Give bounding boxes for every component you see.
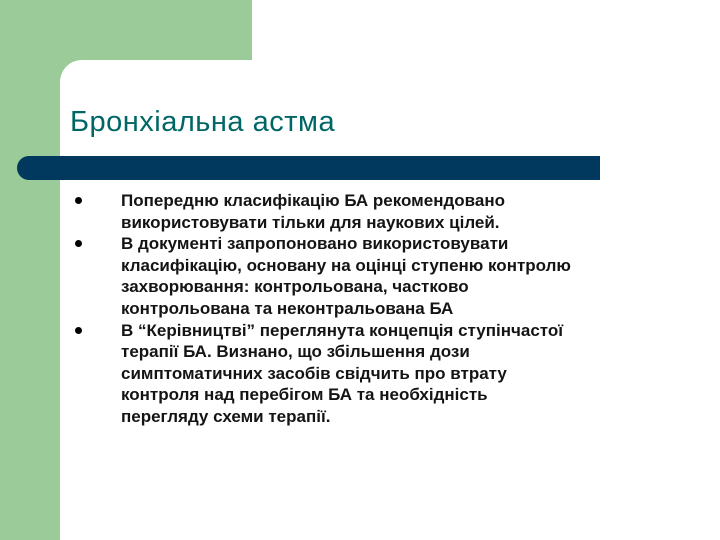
bullet-text-line: контрольована та неконтральована БА: [121, 298, 454, 318]
bullet-text-line: захворювання: контрольована, частково: [121, 277, 469, 297]
bullet-dot-icon: [75, 240, 82, 247]
bullet-list: [74, 190, 674, 428]
bullet-text-line: Попередню класифікацію БА рекомендовано: [121, 191, 505, 210]
bullet-text-line: симптоматичних засобів свідчить про втрату: [121, 363, 507, 383]
title-divider-bar: [17, 156, 600, 180]
bullet-text-line: класифікацію, основану на оцінці ступеню контролю: [121, 255, 571, 275]
slide-title: Бронхіальна астма: [70, 106, 336, 138]
bullet-text-line: контроля над перебігом БА та необхідність: [121, 385, 488, 405]
bullet-item: [74, 320, 674, 428]
bullet-text-line: В документі запропоновано використовувати: [121, 234, 509, 254]
bullet-text-line: терапії БА. Визнано, що збільшення дози: [121, 342, 470, 362]
bullet-item: [74, 233, 674, 319]
bullet-item: [74, 190, 674, 233]
bullet-dot-icon: [75, 327, 82, 334]
bullet-dot-icon: [75, 197, 82, 204]
bullet-text-line: перегляду схеми терапії.: [121, 406, 331, 426]
bullet-text-line: використовувати тільки для наукових цілей.: [121, 212, 500, 232]
bullet-text-line: В “Керівництві” переглянута концепція ступінчастої: [121, 320, 564, 340]
